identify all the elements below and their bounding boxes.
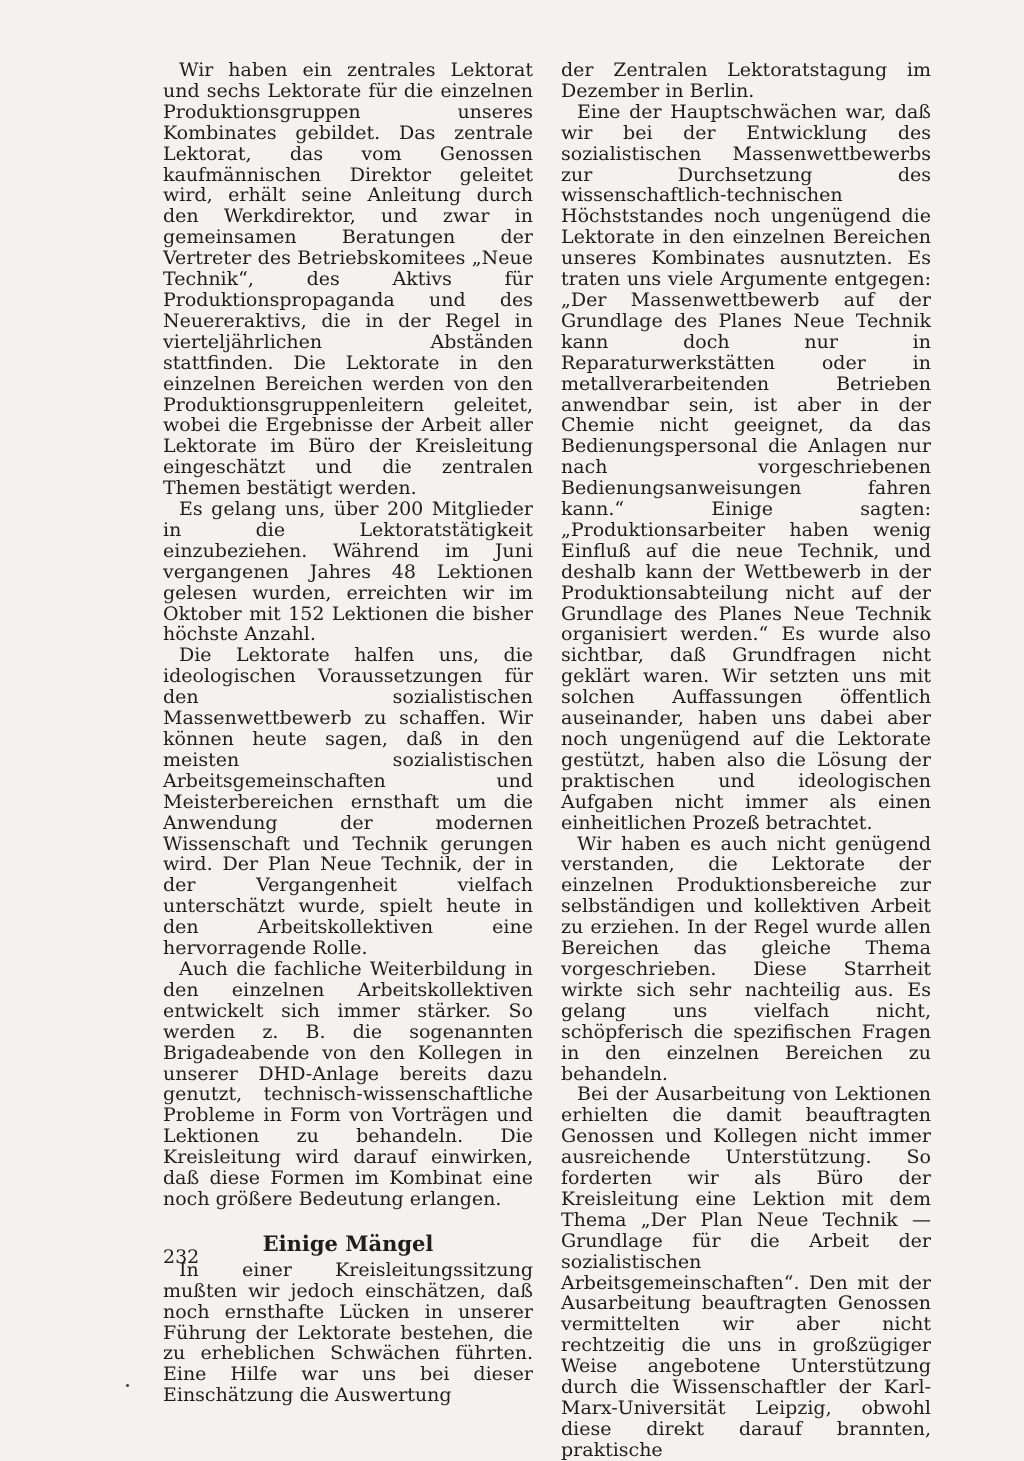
left-column <box>163 60 533 1406</box>
paragraph: Eine der Hauptschwächen war, daß wir bei der Entwicklung des sozialistischen Massenwettbewerbs zur Durchsetzung des wissenschaftlich-technischen Höchststandes noch ungenügend die Lektorate in den einzelnen Bereichen unseres Kombinates ausnutzten. Es traten uns viele Argumente entgegen: „Der Massenwettbewerb auf der Grundlage des Planes Neue Technik kann doch nur in Reparaturwerkstätten oder in metallverarbeitenden Betrieben anwendbar sein, ist aber in der Chemie nicht geeignet, da das Bedienungspersonal die Anlagen nur nach vorgeschriebenen Bedienungsanweisungen fahren kann.“ Einige sagten: „Produktionsarbeiter haben wenig Einfluß auf die neue Technik, und deshalb kann der Wettbewerb in der Produktionsabteilung nicht auf der Grundlage des Planes Neue Technik organisiert werden.“ Es wurde also sichtbar, daß Grundfragen nicht geklärt waren. Wir setzten uns mit solchen Auffassungen öffentlich auseinander, haben uns dabei aber noch ungenügend auf die Lektorate gestützt, haben also die Lösung der praktischen und ideologischen Aufgaben nicht immer als einen einheitlichen Prozeß betrachtet. <box>561 100 931 834</box>
paragraph: Auch die fachliche Weiterbildung in den einzelnen Arbeitskollektiven entwickelt sich immer stärker. So werden z. B. die sogenannten Brigadeabende von den Kollegen in unserer DHD-Anlage bereits dazu genutzt, technisch-wissenschaftliche Probleme in Form von Vorträgen und Lektionen zu behandeln. Die Kreisleitung wird darauf einwirken, daß diese Formen im Kombinat eine noch größere Bedeutung erlangen. <box>163 957 533 1210</box>
paragraph: Es gelang uns, über 200 Mitglieder in die Lektoratstätigkeit einzubeziehen. Während im Juni vergangenen Jahres 48 Lektionen gelesen wurden, erreichten wir im Oktober mit 152 Lektionen die bisher höchste Anzahl. <box>163 498 533 646</box>
paragraph: Wir haben es auch nicht genügend verstanden, die Lektorate der einzelnen Produktionsbereiche zur selbständigen und kollektiven Arbeit zu erziehen. In der Regel wurde allen Bereichen das gleiche Thema vorgeschrieben. Diese Starrheit wirkte sich sehr nachteilig aus. Es gelang uns vielfach nicht, schöpferisch die spezifischen Fragen in den einzelnen Bereichen zu behandeln. <box>561 832 931 1085</box>
paragraph: In einer Kreisleitungssitzung mußten wir jedoch einschätzen, daß noch ernsthafte Lücken in unserer Führung der Lektorate bestehen, die zu erheblichen Schwächen führten. Eine Hilfe war uns bei dieser Einschätzung die Auswertung <box>163 1258 533 1407</box>
page-number: 232 <box>163 1246 200 1268</box>
section-heading: Einige Mängel <box>262 1230 434 1256</box>
scan-speck <box>126 1384 129 1387</box>
paragraph: Bei der Ausarbeitung von Lektionen erhielten die damit beauftragten Genossen und Kollegen nicht immer ausreichende Unterstützung. So forderten wir als Büro der Kreisleitung eine Lektion mit dem Thema „Der Plan Neue Technik — Grundlage für die Arbeit der sozialistischen Arbeitsgemeinschaften“. Den mit der Ausarbeitung beauftragten Genossen vermittelten wir aber nicht rechtzeitig die uns in großzügiger Weise angebotene Unterstützung durch die Wissenschaftler der Karl-Marx-Universität Leipzig, obwohl diese direkt darauf brannten, praktische <box>561 1083 931 1461</box>
paragraph: Wir haben ein zentrales Lektorat und sechs Lektorate für die einzelnen Produktionsgruppen unseres Kombinates gebildet. Das zentrale Lektorat, das vom Genossen kaufmännischen Direktor geleitet wird, erhält seine Anleitung durch den Werkdirektor, und zwar in gemeinsamen Beratungen der Vertreter des Betriebskomitees „Neue Technik“, des Aktivs für Produktionspropaganda und des Neuereraktivs, die in der Regel in vierteljährlichen Abständen stattfinden. Die Lektorate in den einzelnen Bereichen werden von den Produktionsgruppenleitern geleitet, wobei die Ergebnisse der Arbeit aller Lektorate im Büro der Kreisleitung eingeschätzt und die zentralen Themen bestätigt werden. <box>163 59 533 500</box>
right-column <box>561 60 931 1461</box>
paragraph-continuation: der Zentralen Lektoratstagung im Dezember in Berlin. <box>561 59 931 102</box>
paragraph: Die Lektorate halfen uns, die ideologischen Voraussetzungen für den sozialistischen Massenwettbewerb zu schaffen. Wir können heute sagen, daß in den meisten sozialistischen Arbeitsgemeinschaften und Meisterbereichen ernsthaft um die Anwendung der modernen Wissenschaft und Technik gerungen wird. Der Plan Neue Technik, der in der Vergangenheit vielfach unterschätzt wurde, spielt heute in den Arbeitskollektiven eine hervorragende Rolle. <box>163 644 533 960</box>
